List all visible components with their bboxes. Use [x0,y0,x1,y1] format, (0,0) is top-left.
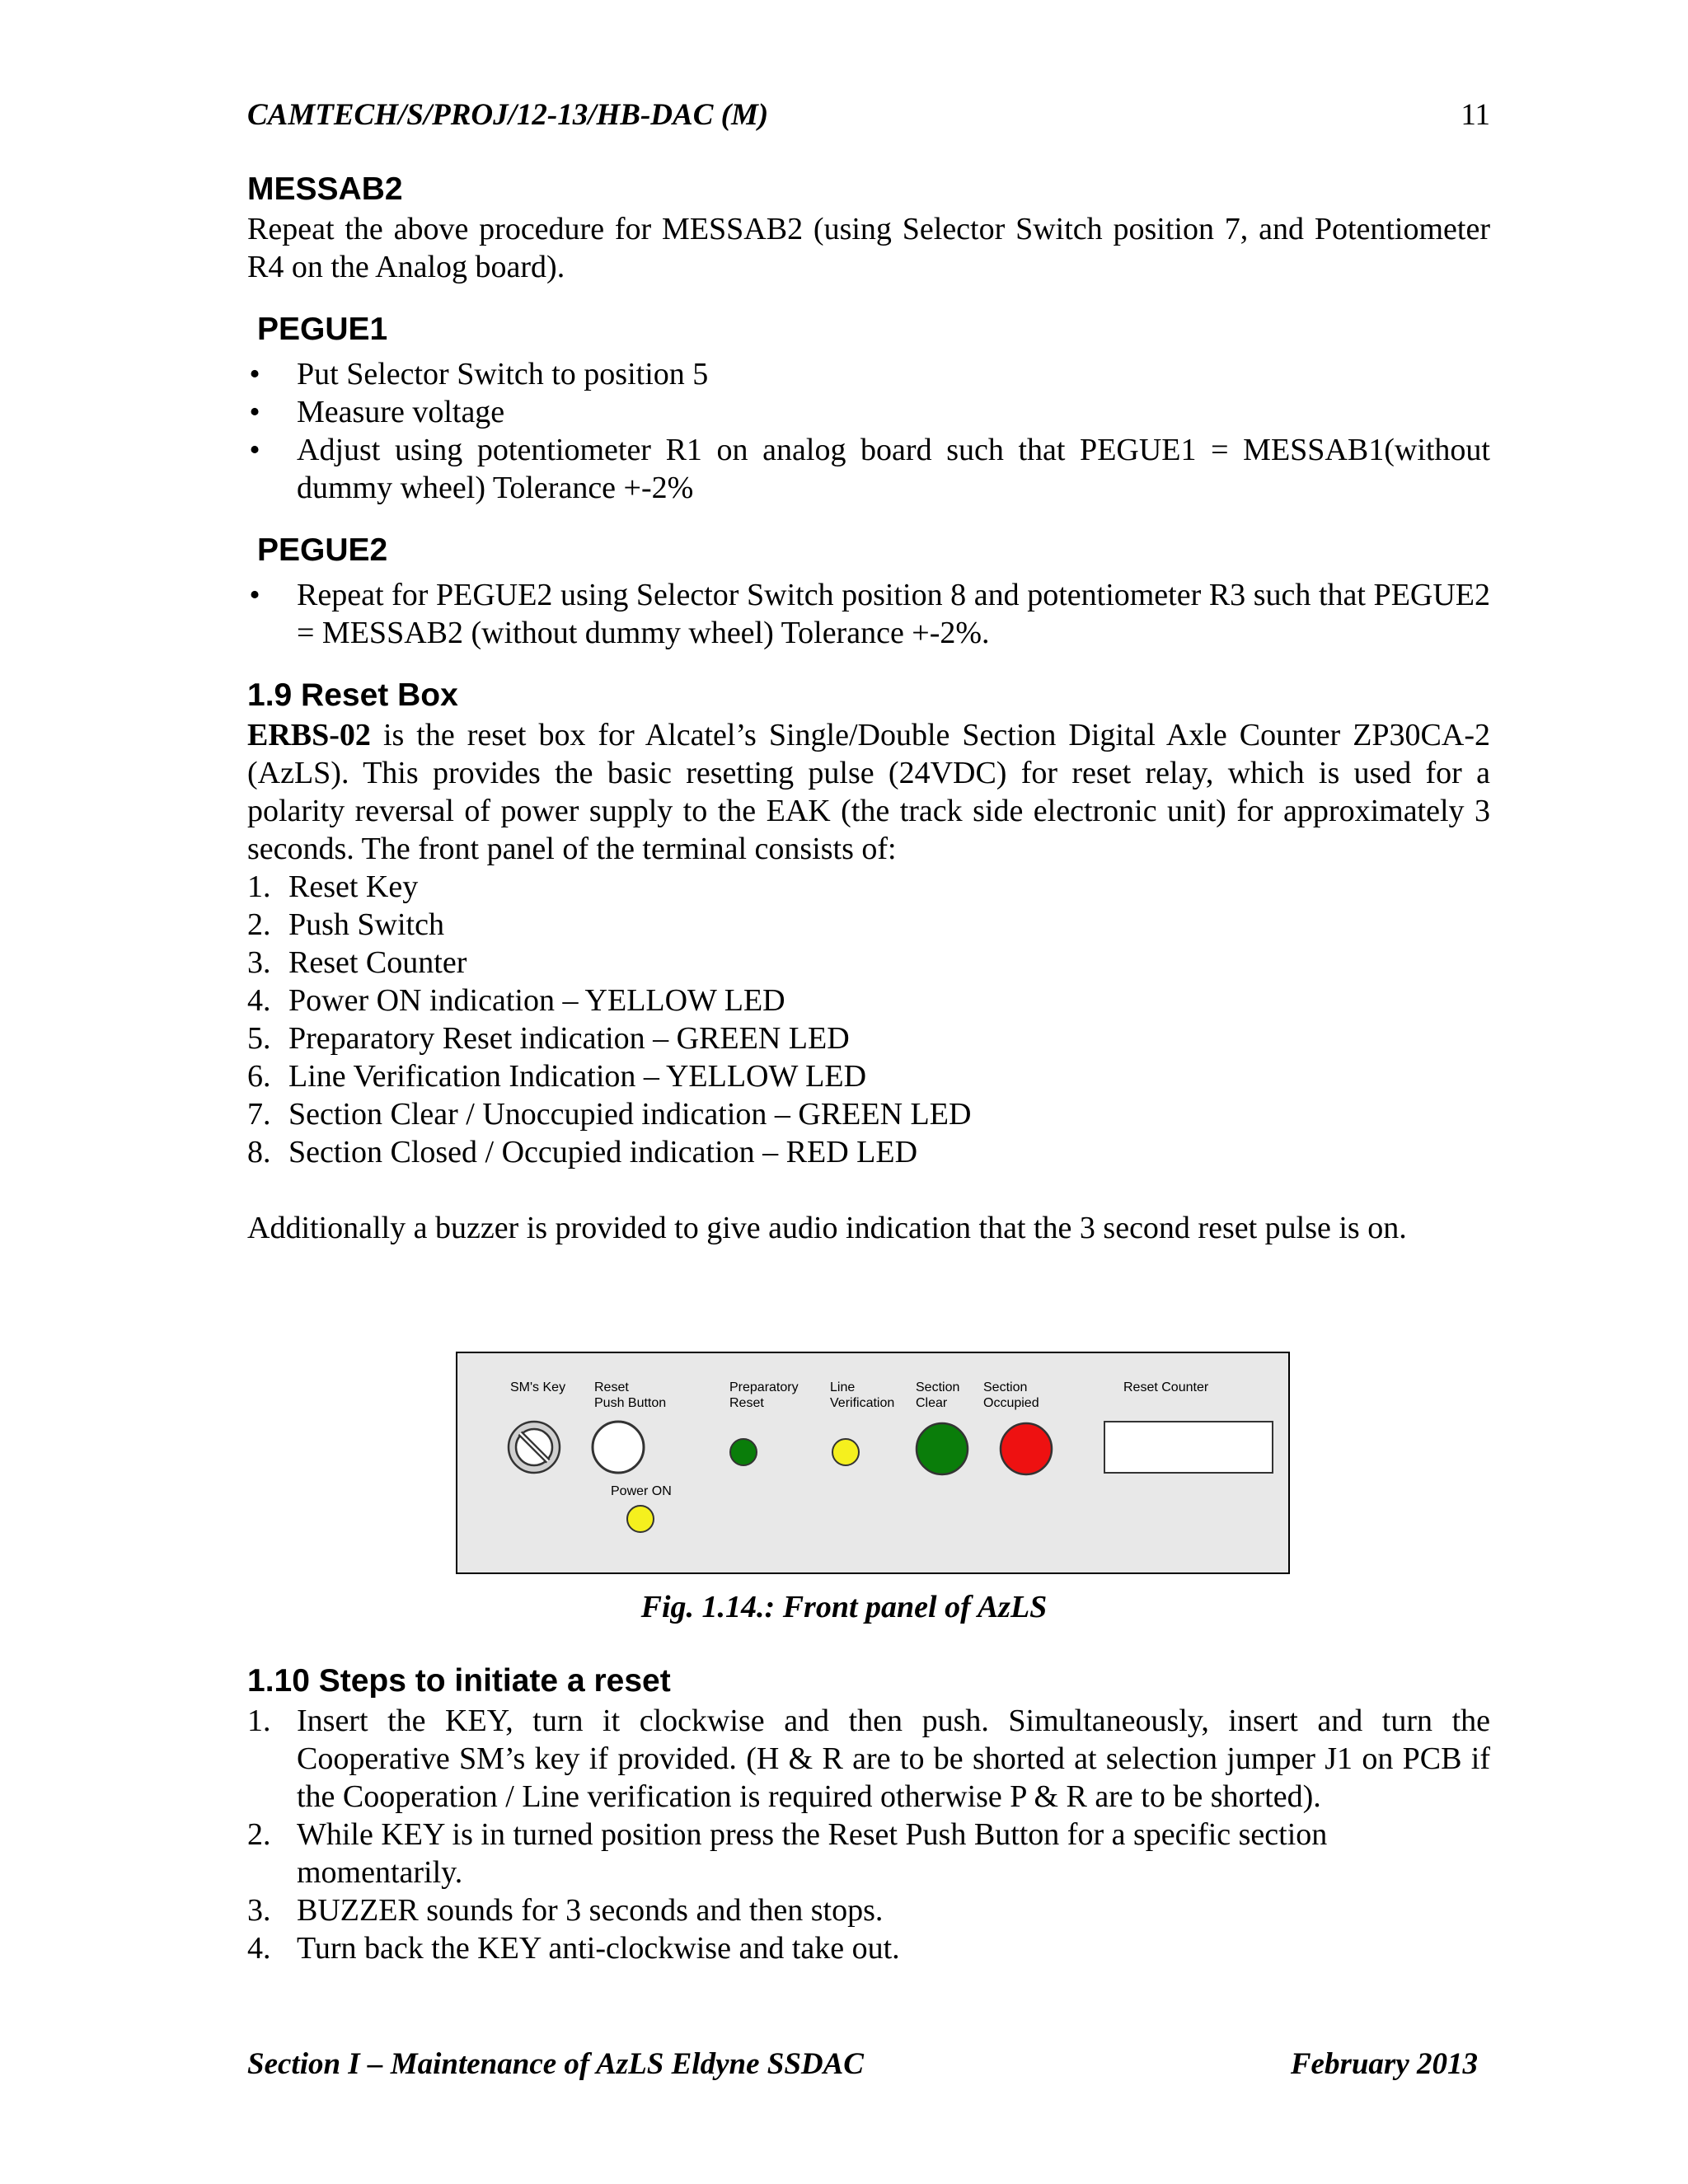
reset-push-label-1: Reset [594,1380,629,1394]
page-number: 11 [1461,98,1490,132]
page-footer [247,2046,1478,2088]
pegue1-heading: PEGUE1 [257,312,388,347]
reset-box-intro: ERBS-02 is the reset box for Alcatel’s Single/Double Section Digital Axle Counter ZP30CA-2 (AzLS). This provides the basic resetting pulse (24VDC) for reset relay, which is used for a polarity reversal of power supply to the EAK (the track side electronic unit) for approximately 3 seconds. The front panel of the terminal consists of: [247,718,1490,866]
messab2-paragraph: Repeat the above procedure for MESSAB2 (using Selector Switch position 7, and Potentiometer R4 on the Analog board). [247,212,1490,284]
section-clear-label-2: Clear [916,1396,948,1410]
front-panel-figure [456,1352,1290,1574]
list-item: 1. Insert the KEY, turn it clockwise and then push. Simultaneously, insert and turn the Cooperative SM’s key if provided. (H & R are to be shorted at selection jumper J1 on PCB if the Cooperation / Line verification is required otherwise P & R are to be shorted). [247,1704,1490,1814]
section-clear-label-1: Section [916,1380,960,1394]
preparatory-reset-led [730,1439,757,1465]
erbs-model-name: ERBS-02 [247,718,371,752]
section-clear-led [917,1423,968,1474]
sm-key-label: SM's Key [510,1380,566,1394]
list-item: 4. Power ON indication – YELLOW LED [247,983,785,1018]
list-item: 6. Line Verification Indication – YELLOW LED [247,1059,867,1094]
list-item: 4. Turn back the KEY anti-clockwise and take out. [247,1931,900,1966]
footer-date: February 2013 [1290,2047,1478,2081]
list-item: 5. Preparatory Reset indication – GREEN LED [247,1021,850,1056]
pegue2-heading: PEGUE2 [257,532,388,568]
reset-push-label-2: Push Button [594,1396,667,1410]
prep-reset-label-1: Preparatory [729,1380,799,1394]
list-item: 7. Section Clear / Unoccupied indication – GREEN LED [247,1097,972,1132]
pegue2-bullet-list [247,576,1490,652]
reset-box-heading: 1.9 Reset Box [247,677,458,713]
steps-heading: 1.10 Steps to initiate a reset [247,1663,671,1699]
list-item: 3. Reset Counter [247,945,467,980]
messab2-heading: MESSAB2 [247,171,403,207]
pegue1-bullet-list [247,355,1490,507]
line-verif-label-2: Verification [830,1396,895,1410]
footer-section-title: Section I – Maintenance of AzLS Eldyne SSDAC [247,2047,864,2081]
list-item: • Put Selector Switch to position 5 [249,357,709,391]
power-on-label: Power ON [611,1484,672,1498]
line-verif-label-1: Line [830,1380,856,1394]
prep-reset-label-2: Reset [729,1396,764,1410]
section-occupied-label-2: Occupied [983,1396,1039,1410]
list-item: • Adjust using potentiometer R1 on analog board such that PEGUE1 = MESSAB1(without dummy wheel) Tolerance +-2% [249,433,1490,505]
list-item: 2. While KEY is in turned position press the Reset Push Button for a specific section momentarily. [247,1817,1328,1890]
list-item: 1. Reset Key [247,869,419,904]
list-item: 3. BUZZER sounds for 3 seconds and then stops. [247,1893,884,1928]
figure-caption: Fig. 1.14.: Front panel of AzLS [640,1590,1048,1624]
buzzer-paragraph: Additionally a buzzer is provided to give audio indication that the 3 second reset pulse is on. [247,1211,1407,1245]
front-panel-box [456,1352,1290,1574]
power-on-led [627,1506,654,1532]
line-verification-led [832,1439,859,1465]
panel-graphics [457,1353,1288,1572]
list-item: • Repeat for PEGUE2 using Selector Switch position 8 and potentiometer R3 such that PEGUE2 = MESSAB2 (without dummy wheel) Tolerance +-2%. [249,578,1490,650]
front-panel-items-list [247,868,1490,1171]
document-code: CAMTECH/S/PROJ/12-13/HB-DAC (M) [247,98,769,132]
reset-counter-display [1104,1422,1273,1473]
page-header [247,97,1490,138]
steps-list [247,1702,1490,1967]
list-item: • Measure voltage [249,395,505,429]
reset-push-button [593,1422,644,1473]
list-item: 8. Section Closed / Occupied indication – RED LED [247,1135,918,1169]
steps-section [247,1661,1490,1967]
section-occupied-led [1001,1423,1052,1474]
sm-key-icon [509,1422,560,1473]
section-occupied-label-1: Section [983,1380,1028,1394]
reset-counter-label: Reset Counter [1123,1380,1209,1394]
main-content [247,169,1490,1247]
list-item: 2. Push Switch [247,907,444,942]
